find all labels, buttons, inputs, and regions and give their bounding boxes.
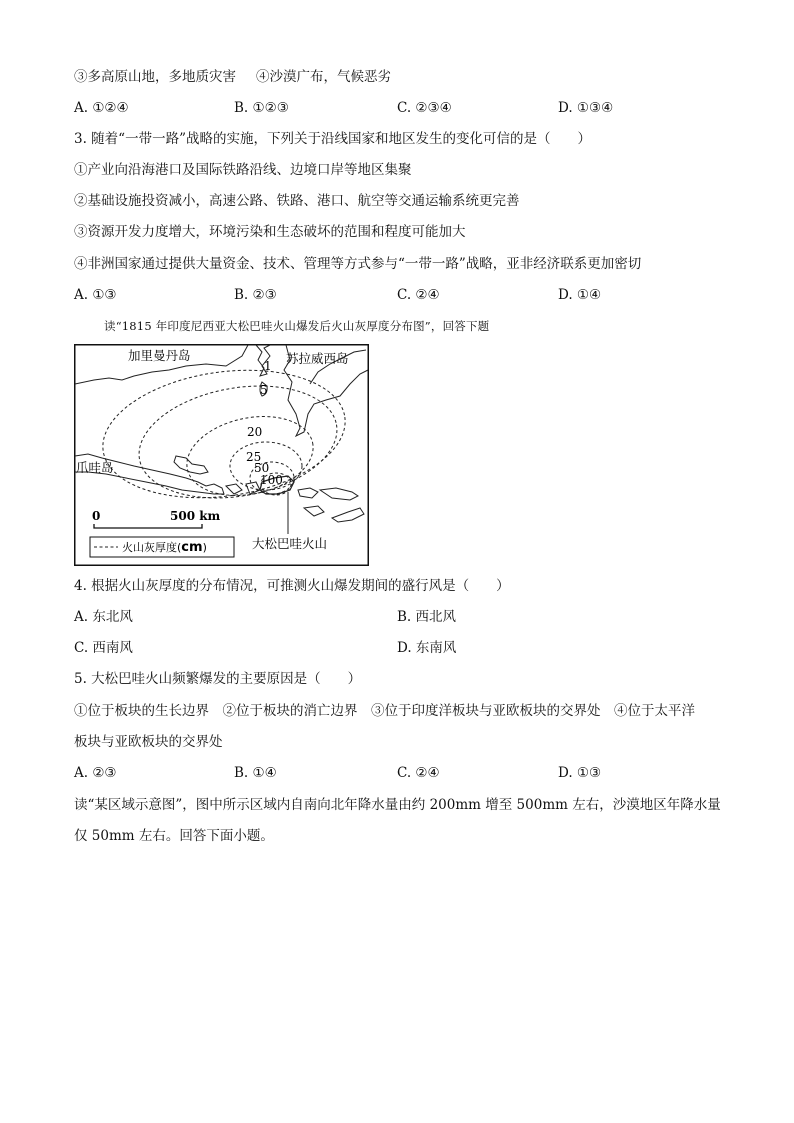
q3-option-b: B. ②③: [234, 287, 277, 303]
q4-option-d: D. 东南风: [397, 640, 457, 656]
q4-option-c: C. 西南风: [74, 640, 133, 656]
scale-zero-label: 0: [92, 509, 101, 523]
contour-label-100: 100: [260, 473, 283, 487]
q3-statement-4: ④非洲国家通过提供大量资金、技术、管理等方式参与“一带一路”战略，亚非经济联系更加密切: [74, 256, 642, 272]
q4-option-b: B. 西北风: [397, 609, 457, 625]
q3-statement-3: ③资源开发力度增大，环境污染和生态破坏的范围和程度可能加大: [74, 224, 466, 240]
q5-statements-line-1: ①位于板块的生长边界 ②位于板块的消亡边界 ③位于印度洋板块与亚欧板块的交界处 ④位于太平洋: [74, 703, 695, 719]
q5-option-d: D. ①③: [558, 765, 602, 781]
q2-option-a: A. ①②④: [74, 100, 129, 116]
scale-distance-label: 500 km: [170, 509, 221, 523]
q3-option-d: D. ①④: [558, 287, 602, 303]
map-frame: [75, 345, 369, 566]
q2-option-b: B. ①②③: [234, 100, 289, 116]
label-sulawesi: 苏拉威西岛: [286, 351, 349, 366]
next-intro-line-1: 读“某区域示意图”，图中所示区域内自南向北年降水量由约 200mm 增至 500mm 左右，沙漠地区年降水量: [74, 797, 721, 813]
q2-option-d: D. ①③④: [558, 100, 614, 116]
label-volcano: 大松巴哇火山: [252, 536, 328, 551]
contour-label-5: 5: [260, 383, 268, 397]
q3-option-a: A. ①③: [74, 287, 117, 303]
q2-statement-4: ④沙漠广布，气候恶劣: [256, 69, 391, 85]
contour-label-20: 20: [247, 425, 263, 439]
q2-option-c: C. ②③④: [397, 100, 452, 116]
volcanic-ash-map: [74, 344, 369, 566]
label-java: 爪哇岛: [76, 460, 114, 475]
next-intro-line-2: 仅 50mm 左右。回答下面小题。: [74, 828, 274, 844]
label-kalimantan: 加里曼丹岛: [128, 348, 191, 363]
q3-statement-2: ②基础设施投资减小，高速公路、铁路、港口、航空等交通运输系统更完善: [74, 193, 520, 209]
legend-label: 火山灰厚度(cm): [122, 540, 207, 555]
contour-label-50: 50: [254, 461, 270, 475]
q3-stem: 3. 随着“一带一路”战略的实施，下列关于沿线国家和地区发生的变化可信的是（ ）: [74, 131, 591, 147]
q3-statement-1: ①产业向沿海港口及国际铁路沿线、边境口岸等地区集聚: [74, 162, 412, 178]
q2-statement-3: ③多高原山地，多地质灾害: [74, 69, 236, 85]
q5-statements-line-2: 板块与亚欧板块的交界处: [74, 734, 223, 750]
contour-label-25: 25: [246, 450, 262, 464]
q5-option-b: B. ①④: [234, 765, 277, 781]
q3-option-c: C. ②④: [397, 287, 440, 303]
q4-option-a: A. 东北风: [74, 609, 133, 625]
q4-stem: 4. 根据火山灰厚度的分布情况，可推测火山爆发期间的盛行风是（ ）: [74, 578, 510, 594]
q5-option-a: A. ②③: [74, 765, 117, 781]
q5-stem: 5. 大松巴哇火山频繁爆发的主要原因是（ ）: [74, 671, 362, 687]
contour-label-1: 1: [264, 359, 272, 373]
q5-option-c: C. ②④: [397, 765, 440, 781]
figure-intro: 读“1815 年印度尼西亚大松巴哇火山爆发后火山灰厚度分布图”，回答下题: [104, 319, 490, 333]
